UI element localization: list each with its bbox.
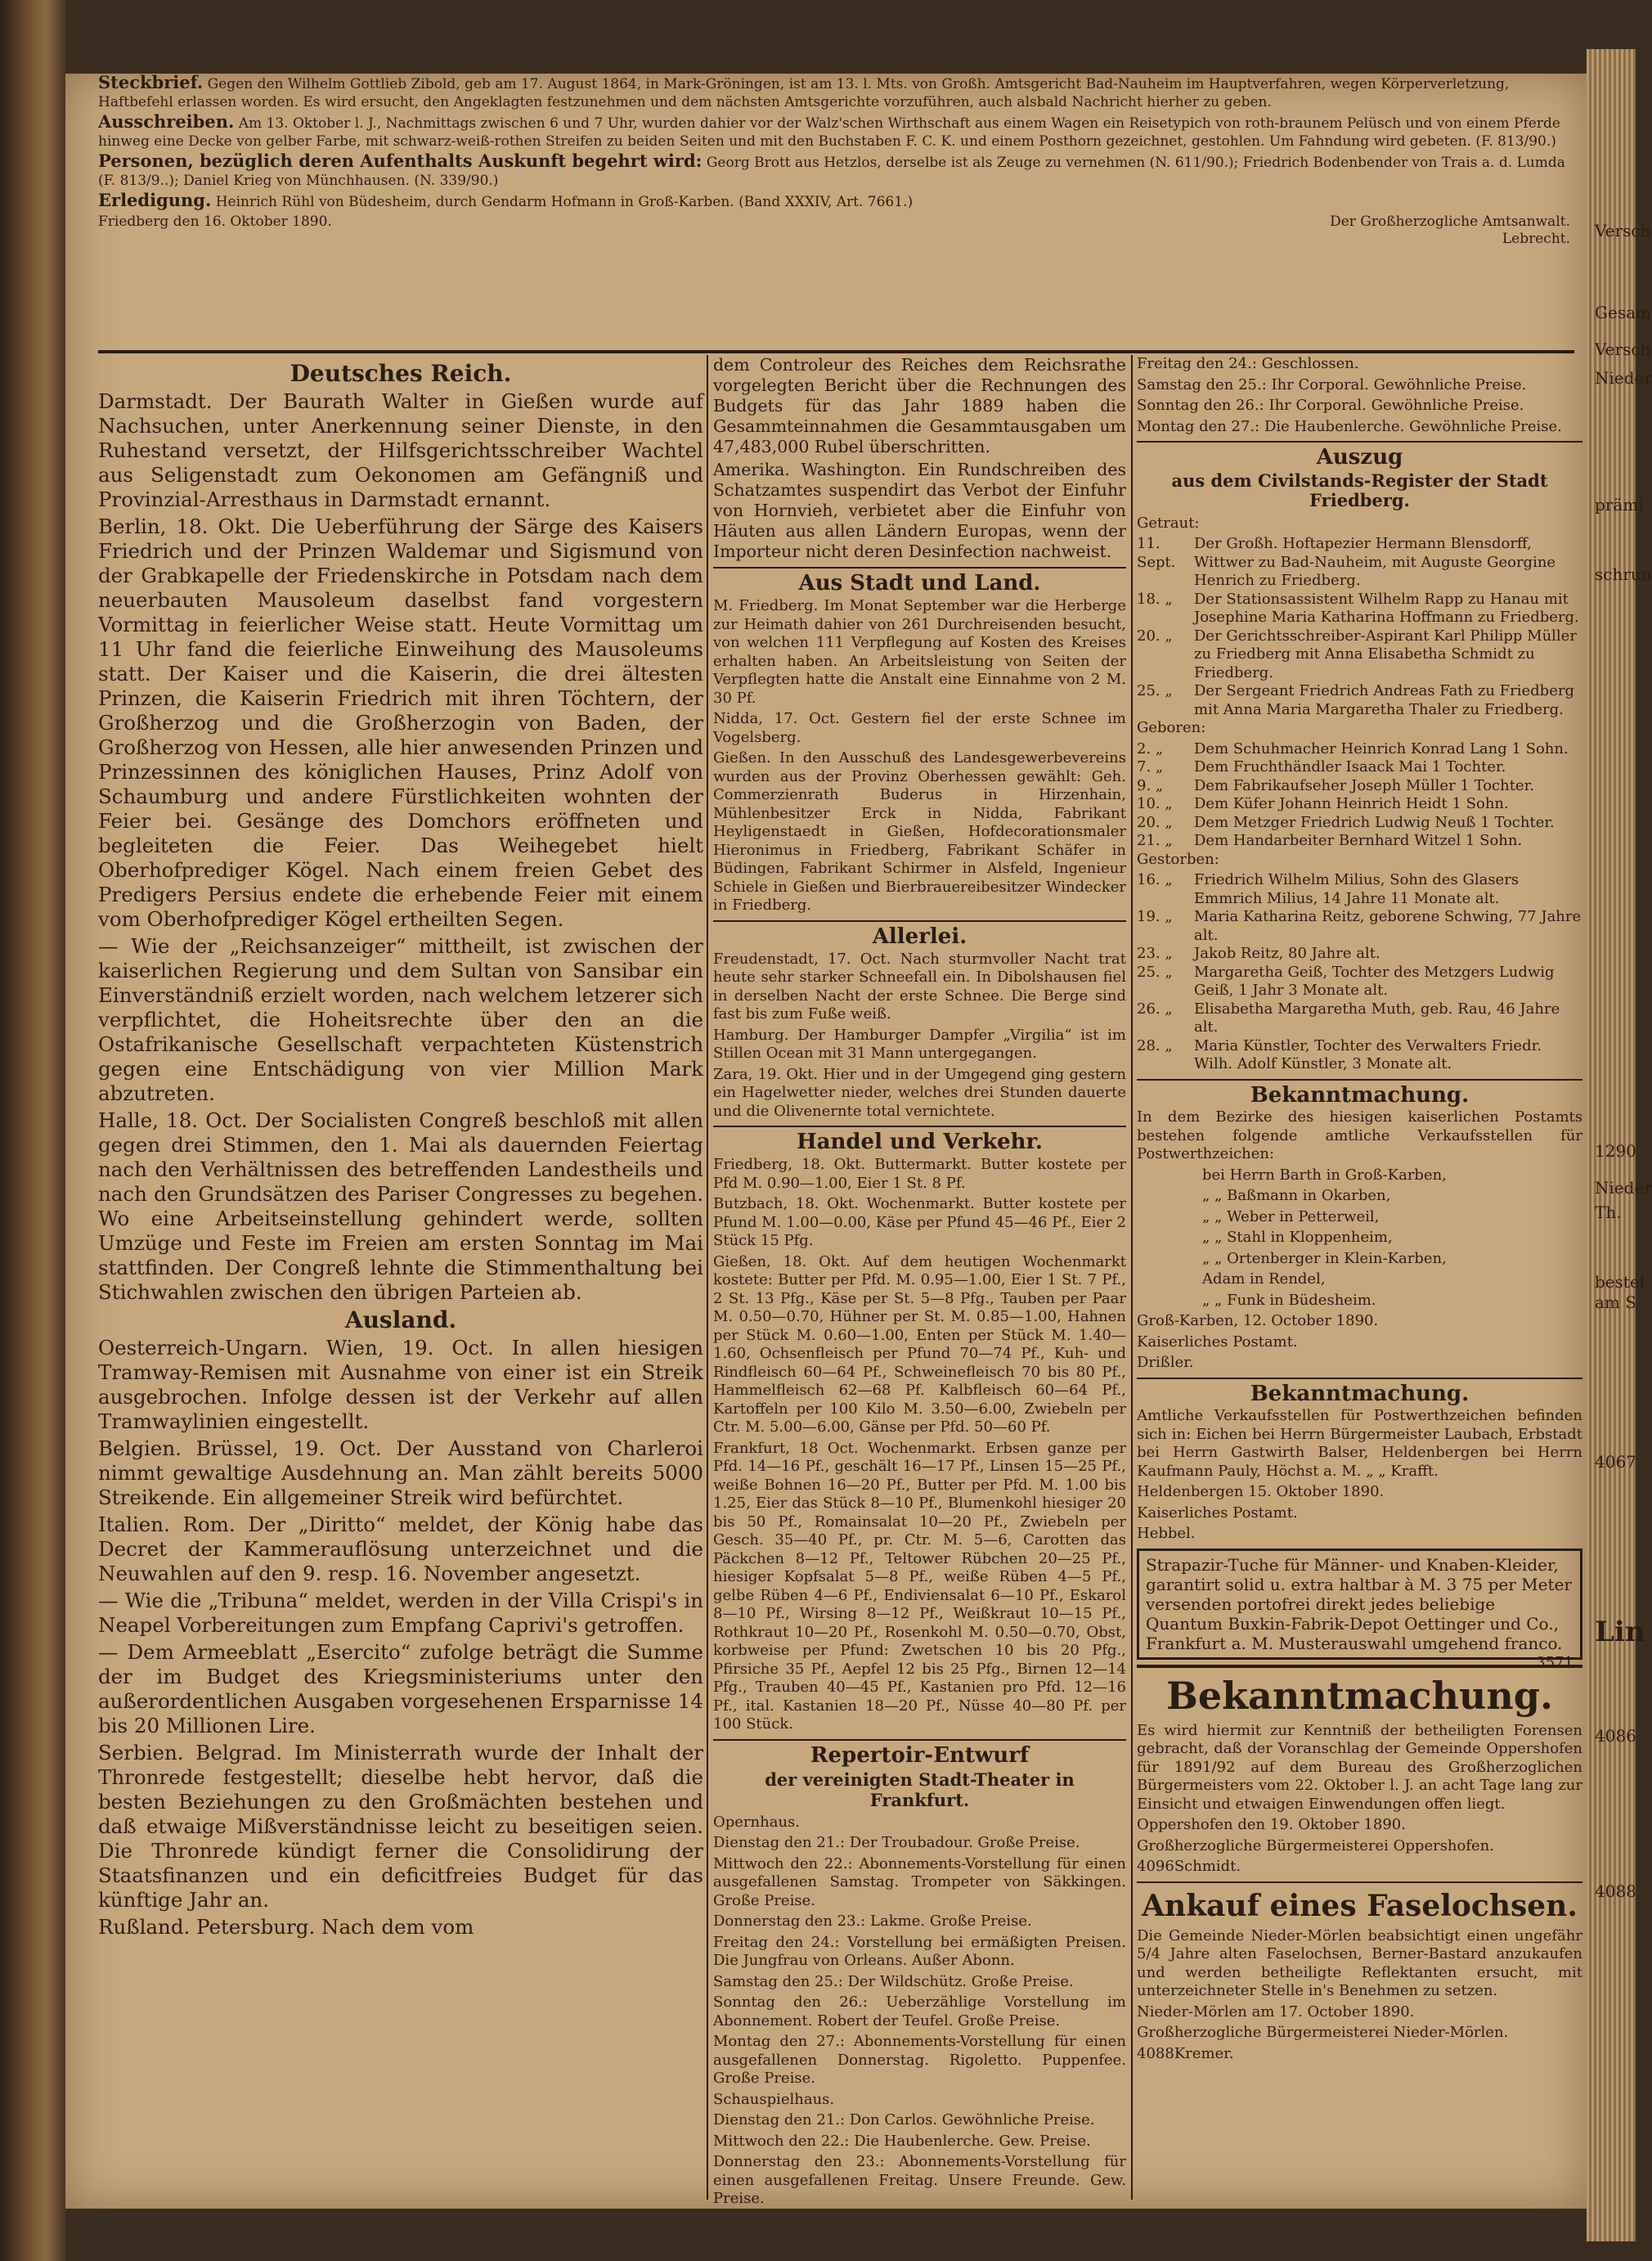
schedule-entry: Donnerstag den 23.: Abonnements-Vorstellung für einen ausgefallenen Freitag. Unsere Freunde. Gew. Preise. (713, 2153, 1126, 2207)
column-registry-ads (1137, 355, 1582, 2200)
entry-date: 11. Sept. (1137, 535, 1176, 571)
register-section: Geboren: (1137, 719, 1206, 736)
notice-heading: Steckbrief. (98, 72, 204, 92)
notice-oppershofen (1137, 1722, 1582, 1877)
edge-fragment: Th. (1595, 1202, 1622, 1222)
heading-repertoir: Repertoir-Entwurf (810, 1742, 1030, 1768)
article: — Wie die „Tribuna“ meldet, werden in der Villa Crispi's in Neapel Vorbereitungen zum Empfang Caprivi's getroffen. (98, 1589, 703, 1637)
heading-bekanntmachung-large: Bekanntmachung. (1166, 1673, 1553, 1718)
schedule-entry: Samstag den 25.: Ihr Corporal. Gewöhnliche Preise. (1137, 375, 1527, 393)
divider (1137, 1881, 1582, 1883)
divider (1137, 1665, 1582, 1668)
entry-date: 10. „ (1137, 795, 1173, 812)
local-news (713, 597, 1126, 915)
edge-fragment: Versch (1595, 339, 1651, 359)
edge-fragment: am S (1595, 1292, 1636, 1312)
register-entry (1137, 1037, 1582, 1074)
schedule-entry: Sonntag den 26.: Ueberzählige Vorstellung im Abonnement. Robert der Teufel. Große Preise. (713, 1994, 1126, 2030)
schedule-entry: Dienstag den 21.: Don Carlos. Gewöhnliche Preise. (713, 2111, 1095, 2128)
article: Amerika. Washington. Ein Rundschreiben des Schatzamtes suspendirt das Verbot der Einfuhr von Hornvieh, verbietet aber die Einfuhr von Häuten aus allen Ländern Europas, wenn der Importeur nicht deren Desinfection nachweist. (713, 460, 1126, 561)
column-news (98, 358, 703, 2199)
notice-signature: Kaiserliches Postamt. (1137, 1333, 1298, 1351)
signature-name: Lebrecht. (1502, 231, 1570, 247)
edge-fragment: Nieder (1595, 368, 1652, 388)
market-reports (713, 1156, 1126, 1734)
edge-fragment: Gesam (1595, 303, 1651, 322)
notice-text: Amtliche Verkaufsstellen für Postwerthzeichen befinden sich in: Eichen bei Herrn Bürgermeister Laubach, Erbstadt bei Herrn Gastwirth Balser, Heldenbergen bei Herrn Kaufmann Pauly, Höchst a. M. „ „ Krafft. (1137, 1407, 1582, 1480)
entry-date: 2. „ (1137, 739, 1164, 757)
notice-signature: Kaiserliches Postamt. (1137, 1504, 1298, 1522)
notice-signature (1137, 2045, 1582, 2064)
register-entry (1137, 591, 1582, 627)
entry-date: 20. „ (1137, 627, 1173, 645)
register-entry (1137, 740, 1582, 759)
notice-personen (98, 152, 1570, 190)
article: Halle, 18. Oct. Der Socialisten Congreß beschloß mit allen gegen drei Stimmen, den 1. Mai als dauernden Feiertag nach den Verhältnissen des betreffenden Landestheils und nach den Grundsätzen des Pariser Congresses zu begehen. Wo eine Arbeitseinstellung gehindert werde, sollten Umzüge und Feste im Freien am ersten Sonntag im Mai stattfinden. Der Congreß lehnte die Stimmenthaltung bei Stichwahlen zwischen den übrigen Parteien ab. (98, 1108, 703, 1304)
notice-text: Gegen den Wilhelm Gottlieb Zibold, geb am 17. August 1864, in Mark-Gröningen, ist am 13. l. Mts. von Großh. Amtsgericht Bad-Nauheim im Hauptverfahren, wegen Körperverletzung, Haftbefehl erlassen worden. Es wird ersucht, den Angeklagten festzunehmen und dem nächsten Amtsgerichte vorzuführen, auch alsbald Nachricht hierher zu geben. (98, 76, 1510, 110)
register-section: Gestorben: (1137, 850, 1219, 868)
article: Berlin, 18. Okt. Die Ueberführung der Särge des Kaisers Friedrich und der Prinzen Waldemar und Sigismund von der Grabkapelle der Friedenskirche in Potsdam nach dem neuerbauten Mausoleum daselbst fand vorgestern Vormittag in feierlicher Weise statt. Heute Vormittag um 11 Uhr fand die feierliche Einweihung des Mausoleums statt. Der Kaiser und die Kaiserin, die drei ältesten Prinzen, die Kaiserin Friedrich mit ihren Töchtern, der Großherzog und die Großherzogin von Baden, der Großherzog von Hessen, alle hier anwesenden Prinzen und Prinzessinnen des königlichen Hauses, Prinz Adolf von Schaumburg und andere Fürstlichkeiten wohnten der Feier bei. Gesänge des Domchors eröffneten und begleiteten die Feier. Das Weihegebet hielt Oberhofprediger Kögel. Nach einem freien Gebet des Predigers Persius endete die erhebende Feier mit einem vom Oberhofprediger Kögel ertheilten Segen. (98, 515, 703, 931)
advertisement-box (1137, 1549, 1582, 1671)
notice-signature: Drißler. (1137, 1354, 1194, 1371)
entry-text: Jakob Reitz, 80 Jahre alt. (1194, 945, 1380, 962)
theatre-schedule-continued (1137, 355, 1582, 436)
notice-date: Nieder-Mörlen am 17. October 1890. (1137, 2003, 1415, 2021)
article: Hamburg. Der Hamburger Dampfer „Virgilia“ ist im Stillen Ocean mit 31 Mann untergegangen. (713, 1026, 1126, 1062)
notice-signature: Großherzogliche Bürgermeisterei Oppershofen. (1137, 1836, 1494, 1854)
schedule-entry: Mittwoch den 22.: Die Haubenlerche. Gew. Preise. (713, 2132, 1091, 2150)
heading-deutsches-reich: Deutsches Reich. (290, 360, 512, 387)
section-divider (98, 350, 1574, 353)
edge-fragment: 4086 (1595, 1726, 1636, 1746)
divider (713, 567, 1126, 569)
register-section: Getraut: (1137, 514, 1200, 532)
register-entry (1137, 964, 1582, 1000)
edge-fragment: Nieder (1595, 1178, 1652, 1198)
misc-news (713, 951, 1126, 1122)
register-entry (1137, 871, 1582, 908)
edge-fragment: prämi (1595, 495, 1644, 515)
edge-fragment: Versch (1595, 221, 1651, 240)
entry-text: Margaretha Geiß, Tochter des Metzgers Ludwig Geiß, 1 Jahr 3 Monate alt. (1194, 963, 1555, 999)
entry-text: Dem Fabrikaufseher Joseph Müller 1 Tochter. (1194, 776, 1534, 794)
notice-date: Heldenbergen 15. Oktober 1890. (1137, 1483, 1385, 1500)
article: Zara, 19. Okt. Hier und in der Umgegend ging gestern ein Hagelwetter nieder, welches drei Stunden dauerte und die Olivenernte total vernichtete. (713, 1065, 1126, 1120)
notice-nieder-moerlen (1137, 1927, 1582, 2064)
notice-text: Am 13. Oktober l. J., Nachmittags zwischen 6 und 7 Uhr, wurden dahier vor der Walz'schen Wirthschaft aus einem Wagen ein Reisetypich von roth-braunem Pelüsch und von einem Pferde hinweg eine Decke von gelber Farbe, mit schwarz-weiß-rothen Streifen zu beiden Seiten und mit den Buchstaben F. C. K. und einem Posthorn gezeichnet, gestohlen. Um Fahndung wird gebeten. (F. 813/90.) (98, 115, 1560, 150)
edge-fragment: bestel (1595, 1272, 1645, 1292)
notice-list-item: bei Herrn Barth in Groß-Karben, (1202, 1166, 1447, 1184)
register-entry (1137, 1000, 1582, 1037)
article: M. Friedberg. Im Monat September war die Herberge zur Heimath dahier von 261 Durchreisenden besucht, von welchen 111 Verpflegung auf Kosten des Kreises erhalten haben. An Arbeitsleistung von Seiten der Verpflegten hatte die Anstalt eine Einnahme von 2 M. 30 Pf. (713, 597, 1126, 707)
market-report: Butzbach, 18. Okt. Wochenmarkt. Butter kostete per Pfund M. 1.00—0.00, Käse per Pfund 45—46 Pf., Eier 2 Stück 15 Pfg. (713, 1195, 1126, 1249)
notice-list-item: „ „ Funk in Büdesheim. (1202, 1291, 1376, 1309)
register-entry (1137, 814, 1582, 833)
signature-office: Der Großherzogliche Amtsanwalt. (1330, 213, 1570, 230)
notice-date: Friedberg den 16. Oktober 1890. (98, 213, 332, 230)
venue-label: Schauspielhaus. (713, 2090, 835, 2108)
article: Rußland. Petersburg. Nach dem vom (98, 1915, 474, 1939)
notice-signature-row (98, 214, 1570, 249)
article: Oesterreich-Ungarn. Wien, 19. Oct. In allen hiesigen Tramway-Remisen mit Ausnahme von einer ist ein Streik ausgebrochen. Infolge dessen ist der Verkehr auf allen Tramwaylinien eingestellt. (98, 1336, 703, 1433)
auszug-subtitle: aus dem Civilstands-Register der Stadt Friedberg. (1171, 470, 1548, 510)
ad-number: 4088 (1137, 2044, 1174, 2062)
entry-date: 20. „ (1137, 813, 1173, 831)
schedule-entry: Dienstag den 21.: Der Troubadour. Große Preise. (713, 1834, 1080, 1851)
article: Freudenstadt, 17. Oct. Nach sturmvoller Nacht trat heute sehr starker Schneefall ein. In Dibolshausen fiel in derselben Nacht der erste Schnee. Die Berge sind fast bis zum Fuße weiß. (713, 950, 1126, 1023)
register-entry (1137, 682, 1582, 719)
signature-name: Kremer. (1174, 2044, 1234, 2062)
notice-list-item: „ „ Stahl in Kloppenheim, (1202, 1229, 1393, 1246)
notice-signature: Hebbel. (1137, 1525, 1196, 1542)
notice-list-item: Adam in Rendel, (1202, 1270, 1326, 1288)
article: dem Controleur des Reiches dem Reichsrathe vorgelegten Bericht über die Rechnungen des Budgets für das Jahr 1889 haben die Gesammteinnahmen die Gesammtausgaben um 47,483,000 Rubel überschritten. (713, 355, 1126, 456)
book-spine (0, 0, 65, 2261)
edge-fragment: schrun (1595, 564, 1652, 584)
signature-name: Schmidt. (1174, 1858, 1241, 1875)
register-entry (1137, 758, 1582, 777)
schedule-entry: Donnerstag den 23.: Lakme. Große Preise. (713, 1913, 1032, 1930)
police-notices (98, 74, 1570, 249)
article: — Wie der „Reichsanzeiger“ mittheilt, ist zwischen der kaiserlichen Regierung und dem Sultan von Sansibar ein Einverständniß erzielt worden, nach welchem letzerer sich verpflichtet, die Hoheitsrechte über den an die Ostafrikanische Gesellschaft verpachteten Küstenstrich gegen eine Entschädigung von vier Million Mark abzutreten. (98, 934, 703, 1105)
entry-date: 9. „ (1137, 776, 1164, 794)
notice-date: Oppershofen den 19. Oktober 1890. (1137, 1816, 1406, 1833)
notice-text: Heinrich Rühl von Büdesheim, durch Gendarm Hofmann in Groß-Karben. (Band XXXIV, Art. 7661.) (215, 194, 914, 210)
register-entry (1137, 627, 1582, 683)
notice-list-item: „ „ Baßmann in Okarben, (1202, 1187, 1391, 1204)
notice-list-item: „ „ Weber in Petterweil, (1202, 1207, 1380, 1225)
notice-text: In dem Bezirke des hiesigen kaiserlichen Postamts bestehen folgende amtliche Verkaufsstellen für Postwerthzeichen: (1137, 1108, 1582, 1162)
schedule-entry: Sonntag den 26.: Ihr Corporal. Gewöhnliche Preise. (1137, 397, 1524, 414)
divider (713, 1126, 1126, 1127)
divider (1137, 1079, 1582, 1081)
divider (713, 920, 1126, 922)
register-entry (1137, 777, 1582, 796)
register-entry (1137, 945, 1582, 964)
entry-date: 25. „ (1137, 963, 1173, 981)
entry-date: 25. „ (1137, 682, 1173, 699)
register-entry (1137, 535, 1582, 591)
entry-text: Der Sergeant Friedrich Andreas Fath zu Friedberg mit Anna Maria Margaretha Thaler zu Friedberg. (1194, 682, 1574, 718)
edge-fragment: 4067 (1595, 1452, 1636, 1472)
schedule-entry: Mittwoch den 22.: Abonnements-Vorstellung für einen ausgefallenen Samstag. Trompeter von Säkkingen. Große Preise. (713, 1854, 1126, 1909)
notice-text: Georg Brott aus Hetzlos, derselbe ist als Zeuge zu vernehmen (N. 611/90.); Friedrich Bodenbender von Trais a. d. Lumda (F. 813/9..); Daniel Krieg von Münchhausen. (N. 339/90.) (98, 155, 1565, 189)
notice-ausschreiben (98, 113, 1570, 151)
heading-ausland: Ausland. (344, 1306, 457, 1333)
entry-text: Dem Metzger Friedrich Ludwig Neuß 1 Tochter. (1194, 813, 1555, 831)
heading-aus-stadt-und-land: Aus Stadt und Land. (798, 571, 1041, 596)
divider (713, 1739, 1126, 1741)
entry-text: Der Stationsassistent Wilhelm Rapp zu Hanau mit Josephine Maria Katharina Hoffmann zu Friedberg. (1194, 590, 1579, 626)
notice-heading: Erledigung. (98, 190, 212, 210)
notice-erledigung (98, 191, 1570, 212)
entry-text: Maria Künstler, Tochter des Verwalters Friedr. Wilh. Adolf Künstler, 3 Monate alt. (1194, 1036, 1542, 1072)
entry-date: 21. „ (1137, 832, 1173, 849)
entry-date: 18. „ (1137, 590, 1173, 608)
divider (1137, 1378, 1582, 1379)
notice-steckbrief (98, 74, 1570, 111)
entry-date: 28. „ (1137, 1036, 1173, 1054)
article: — Dem Armeeblatt „Esercito“ zufolge beträgt die Summe der im Budget des Kriegsministeriums unter den außerordentlichen Ausgaben vorgesehenen Ersparnisse 14 bis 20 Millionen Lire. (98, 1640, 703, 1737)
schedule-entry: Montag den 27.: Die Haubenlerche. Gewöhnliche Preise. (1137, 417, 1562, 435)
heading-handel-und-verkehr: Handel und Verkehr. (797, 1130, 1043, 1154)
column-local (713, 355, 1126, 2207)
edge-fragment: 1290 (1595, 1141, 1636, 1161)
entry-text: Elisabetha Margaretha Muth, geb. Rau, 46 Jahre alt. (1194, 1000, 1560, 1036)
schedule-entry: Freitag den 24.: Vorstellung bei ermäßigten Preisen. Die Jungfrau von Orleans. Außer Abonn. (713, 1933, 1126, 1969)
column-rule (707, 355, 708, 2200)
notice-signature (1137, 1858, 1582, 1877)
notice-list-item: „ „ Ortenberger in Klein-Karben, (1202, 1249, 1447, 1267)
schedule-entry: Freitag den 24.: Geschlossen. (1137, 355, 1359, 372)
heading-allerlei: Allerlei. (872, 924, 967, 949)
article: Darmstadt. Der Baurath Walter in Gießen wurde auf Nachsuchen, unter Anerkennung seiner Dienste, in den Ruhestand versetzt, der Hilfsgerichtsschreiber Wachtel aus Seligenstadt zum Oekonomen am Gefängniß und Provinzial-Arresthaus in Darmstadt ernannt. (98, 389, 703, 511)
market-report: Gießen, 18. Okt. Auf dem heutigen Wochenmarkt kostete: Butter per Pfd. M. 0.95—1.00, Eier 1 St. 7 Pf., 2 St. 13 Pfg., Käse per St. 5—8 Pfg., Tauben per Paar M. 0.50—0.70, Hühner per St. M. 0.85—1.00, Hahnen per Stück M. 0.60—1.00, Enten per Stück M. 1.40—1.60, Ochsenfleisch per Pfund 70—74 Pf., Kuh- und Rindfleisch 60—64 Pf., Schweinefleisch 70 bis 80 Pf., Hammelfleisch 62—68 Pf. Kalbfleisch 60—64 Pf., Kartoffeln per 100 Kilo M. 3.50—6.00, Zwiebeln per Ctr. M. 5.00—6.00, Gänse per Pfd. 50—60 Pf. (713, 1252, 1126, 1436)
civil-register (1137, 515, 1582, 1074)
notice-postamt (1137, 1108, 1582, 1373)
heading-auszug: Auszug (1316, 445, 1403, 470)
heading-bekanntmachung: Bekanntmachung. (1250, 1381, 1470, 1406)
ad-text: Strapazir-Tuche für Männer- und Knaben-Kleider, garantirt solid u. extra haltbar à M. 3 75 per Meter versenden portofrei direkt jedes beliebige Quantum Buxkin-Fabrik-Depot Oettinger und Co., Frankfurt a. M. Musterauswahl umgehend franco. (1146, 1554, 1572, 1653)
entry-date: 23. „ (1137, 945, 1173, 962)
notice-signature (1330, 214, 1570, 249)
entry-date: 7. „ (1137, 758, 1164, 775)
entry-text: Der Gerichtsschreiber-Aspirant Karl Philipp Müller zu Friedberg mit Anna Elisabetha Schmidt zu Friedberg. (1194, 627, 1577, 681)
article: Belgien. Brüssel, 19. Oct. Der Ausstand von Charleroi nimmt gewaltige Ausdehnung an. Man zählt bereits 5000 Streikende. Ein allgemeiner Streik wird befürchtet. (98, 1436, 703, 1509)
venue-label: Opernhaus. (713, 1813, 801, 1831)
entry-date: 16. „ (1137, 871, 1173, 888)
entry-text: Dem Küfer Johann Heinrich Heidt 1 Sohn. (1194, 795, 1509, 812)
entry-text: Dem Schuhmacher Heinrich Konrad Lang 1 Sohn. (1194, 739, 1569, 757)
article: Nidda, 17. Oct. Gestern fiel der erste Schnee im Vogelsberg. (713, 710, 1126, 746)
notice-text: Es wird hiermit zur Kenntniß der betheiligten Forensen gebracht, daß der Voranschlag der Gemeinde Oppershofen für 1891/92 auf dem Bureau des Großherzoglichen Bürgermeisters vom 22. Oktober l. J. an acht Tage lang zur Einsicht und etwaigen Einwendungen offen liegt. (1137, 1721, 1582, 1813)
notice-signature: Großherzogliche Bürgermeisterei Nieder-Mörlen. (1137, 2024, 1509, 2041)
ad-number: 4096 (1137, 1858, 1174, 1875)
notice-postwerthzeichen (1137, 1407, 1582, 1544)
notice-heading: Ausschreiben. (98, 111, 235, 132)
entry-date: 26. „ (1137, 1000, 1173, 1018)
register-entry (1137, 795, 1582, 814)
article: Italien. Rom. Der „Diritto“ meldet, der König habe das Decret der Kammerauflösung unterzeichnet und die Neuwahlen auf den 9. resp. 16. November angesetzt. (98, 1513, 703, 1585)
entry-text: Der Großh. Hoftapezier Hermann Blensdorff, Wittwer zu Bad-Nauheim, mit Auguste Georgine Henrich zu Friedberg. (1194, 535, 1556, 589)
entry-text: Dem Handarbeiter Bernhard Witzel 1 Sohn. (1194, 832, 1523, 849)
notice-text: Die Gemeinde Nieder-Mörlen beabsichtigt einen ungefähr 5/4 Jahre alten Faselochsen, Berner-Bastard anzukaufen und werden betheiligte Reflektanten ersucht, mit unterzeichneter Stelle in's Benehmen zu setzen. (1137, 1926, 1582, 1999)
market-report: Frankfurt, 18 Oct. Wochenmarkt. Erbsen ganze per Pfd. 14—16 Pf., geschält 16—17 Pf., Linsen 15—25 Pf., weiße Bohnen 16—20 Pf., Butter per Pfd. M. 1.00 bis 1.25, Eier das Stück 8—10 Pf., Blumenkohl hiesiger 20 bis 50 Pf., Romainsalat 10—20 Pf., Zwiebeln per Gesch. 35—40 Pf., pr. Ctr. M. 5—6, Carotten das Päckchen 8—12 Pf., Teltower Rübchen 20—25 Pf., hiesiger Kopfsalat 5—8 Pf., weiße Rüben 4—5 Pf., gelbe Rüben 4—6 Pf., Endiviensalat 6—10 Pf., Eskarol 8—10 Pf., Wirsing 8—12 Pf., Weißkraut 10—15 Pf., Rothkraut 10—20 Pf., Rosenkohl M. 0.50—0.70, Obst, korbweise per Pfund: Zwetschen 10 bis 20 Pfg., Pfirsiche 35 Pf., Aepfel 12 bis 25 Pfg., Birnen 12—14 Pfg., Trauben 40—45 Pf., Kastanien pro Pfd. 12—16 Pf., ital. Kastanien 18—20 Pf., Nüsse 40—80 Pf. per 100 Stück. (713, 1439, 1126, 1733)
notice-heading: Personen, bezüglich deren Aufenthalts Auskunft begehrt wird: (98, 151, 703, 171)
entry-text: Friedrich Wilhelm Milius, Sohn des Glasers Emmrich Milius, 14 Jahre 11 Monate alt. (1194, 871, 1520, 907)
edge-fragment: 4088 (1595, 1881, 1636, 1901)
column-rule (1131, 355, 1133, 2200)
notice-date: Groß-Karben, 12. October 1890. (1137, 1312, 1379, 1329)
register-entry (1137, 908, 1582, 945)
entry-text: Maria Katharina Reitz, geborene Schwing, 77 Jahre alt. (1194, 908, 1582, 944)
theatre-schedule (713, 1814, 1126, 2209)
schedule-entry: Montag den 27.: Abonnements-Vorstellung für einen ausgefallenen Donnerstag. Rigoletto. Puppenfee. Große Preise. (713, 2033, 1126, 2087)
article: Gießen. In den Ausschuß des Landesgewerbevereins wurden aus der Provinz Oberhessen gewählt: Geh. Commerzienrath Buderus in Hirzenhain, Mühlenbesitzer Erck in Nidda, Fabrikant Heyligenstaedt in Gießen, Hofdecorationsmaler Hieronimus in Friedberg, Fabrikant Schäfer in Büdingen, Fabrikant Schirmer in Alsfeld, Ingenieur Schiele in Gießen und Bierbrauereibesitzer Windecker in Friedberg. (713, 749, 1126, 914)
market-report: Friedberg, 18. Okt. Buttermarkt. Butter kostete per Pfd M. 0.90—1.00, Eier 1 St. 8 Pf. (713, 1156, 1126, 1192)
heading-ankauf: Ankauf eines Faselochsen. (1142, 1888, 1578, 1923)
schedule-entry: Samstag den 25.: Der Wildschütz. Große Preise. (713, 1972, 1074, 1990)
edge-fragment: Lin (1595, 1616, 1645, 1648)
entry-text: Dem Fruchthändler Isaack Mai 1 Tochter. (1194, 758, 1506, 775)
repertoir-subtitle: der vereinigten Stadt-Theater in Frankfurt. (765, 1769, 1075, 1810)
article: Serbien. Belgrad. Im Ministerrath wurde der Inhalt der Thronrede festgestellt; dieselbe hebt hervor, daß die besten Beziehungen zu den Großmächten bestehen und daß etwaige Mißverständnisse leicht zu beseitigen seien. Die Thronrede kündigt ferner die Consolidirung der Staatsfinanzen und ein deficitfreies Budget für das künftige Jahr an. (98, 1741, 703, 1912)
heading-bekanntmachung: Bekanntmachung. (1250, 1082, 1470, 1108)
entry-date: 19. „ (1137, 908, 1173, 925)
register-entry (1137, 832, 1582, 851)
divider (1137, 441, 1582, 443)
ad-number: 3571 (1536, 1653, 1573, 1671)
